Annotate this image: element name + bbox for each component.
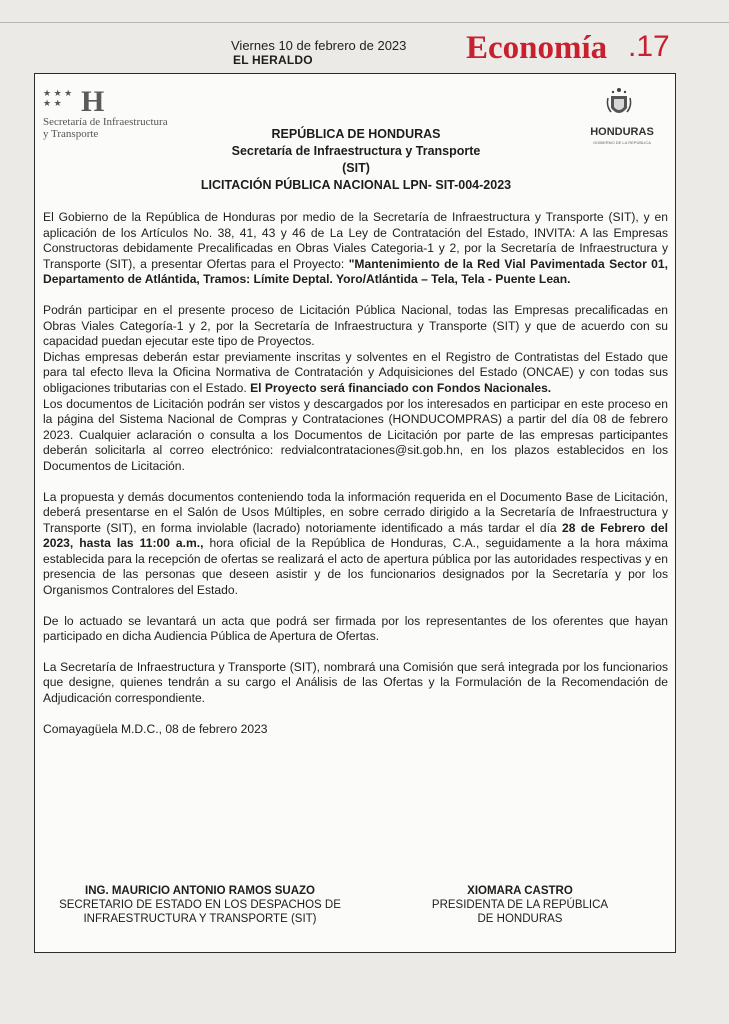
page-header bbox=[0, 0, 729, 70]
signature-left-role2: INFRAESTRUCTURA Y TRANSPORTE (SIT) bbox=[83, 913, 317, 925]
signature-left-name: ING. MAURICIO ANTONIO RAMOS SUAZO bbox=[85, 885, 315, 897]
title-line-1: REPÚBLICA DE HONDURAS bbox=[271, 127, 441, 141]
registration-text: Dichas empresas deberán estar previamente inscritas y solventes en el Registro de Contratistas del Estado que para tal efecto lleva la Oficina Normativa de Contratación y Adquisiciones del Estado (ONCAE) y con todas sus obligaciones tributarias con el Estado. bbox=[43, 349, 668, 395]
signature-left-role1: SECRETARIO DE ESTADO EN LOS DESPACHOS DE bbox=[59, 899, 341, 911]
paragraph-registration bbox=[43, 350, 668, 397]
submission-text-b: hora oficial de la República de Honduras, C.A., seguidamente a la hora máxima establecida para la recepción de ofertas se realizará el acto de apertura pública por las autoridades respectivas y en presencia de las personas que deseen asistir y de los funcionarios designados por la Secretaría y por los Organismos Contralores del Estado. bbox=[43, 536, 668, 598]
paragraph-minutes: De lo actuado se levantará un acta que podrá ser firmada por los representantes de los oferentes que hayan participado en dicha Audiencia Pública de Apertura de Ofertas. bbox=[43, 613, 668, 644]
top-rule bbox=[0, 22, 729, 23]
header-page-number: .17 bbox=[628, 30, 670, 63]
paragraph-eligibility: Podrán participar en el presente proceso de Licitación Pública Nacional, todas las Empresas precalificadas en Obras Viales Categoría-1 y 2, por la Secretaría de Infraestructura y Transporte (SIT) y que de acuerdo con su capacidad puedan ejecutar este tipo de Proyectos. bbox=[43, 302, 668, 349]
header-section: Economía bbox=[466, 30, 608, 66]
signature-right-role1: PRESIDENTA DE LA REPÚBLICA bbox=[431, 899, 609, 911]
honduras-logo-sub: GOBIERNO DE LA REPÚBLICA bbox=[593, 140, 651, 145]
signature-left bbox=[45, 884, 355, 926]
paragraph-submission bbox=[43, 490, 668, 599]
stars-icon: ★ ★ ★ ★ ★ bbox=[43, 88, 73, 108]
honduras-emblem-icon bbox=[605, 86, 633, 120]
bleed-through-texture bbox=[680, 90, 725, 950]
place-date: Comayagüela M.D.C., 08 de febrero 2023 bbox=[43, 721, 268, 736]
signature-right-role2: DE HONDURAS bbox=[477, 913, 563, 925]
invitation-text: El Gobierno de la República de Honduras por medio de la Secretaría de Infraestructura y Transporte (SIT), y en aplicación de los Artículos No. 38, 41, 43 y 46 de La Ley de Contratación del Estado, INVITA: A las Empresas Constructoras debidamente Precalificadas en Obras Viales Categoria-1 y 2, por la Secretaría de Infraestructura y Transporte (SIT), a presentar Ofertas para el Proyecto: bbox=[43, 210, 668, 271]
title-line-4: LICITACIÓN PÚBLICA NACIONAL LPN- SIT-004-2023 bbox=[200, 178, 512, 192]
submission-deadline: 28 de Febrero del 2023, hasta las 11:00 a.m., bbox=[43, 520, 668, 551]
signature-right bbox=[405, 884, 635, 926]
submission-text-a: La propuesta y demás documentos conteniendo toda la información requerida en el Documento Base de Licitación, deberá presentarse en el Salón de Usos Múltiples, en sobre cerrado dirigido a la Secretaría de Infraestructura y Transporte (SIT), en forma inviolable (lacrado) notoriamente identificado a más tardar el día bbox=[43, 489, 668, 535]
paragraph-invitation bbox=[43, 210, 668, 288]
notice-body bbox=[43, 210, 668, 737]
sit-logo-mark: H bbox=[81, 85, 105, 118]
tender-notice bbox=[34, 73, 676, 953]
title-line-3: (SIT) bbox=[342, 161, 370, 175]
header-date: Viernes 10 de febrero de 2023 bbox=[231, 38, 407, 53]
title-line-2: Secretaría de Infraestructura y Transporte bbox=[231, 144, 481, 158]
paragraph-commission: La Secretaría de Infraestructura y Transporte (SIT), nombrará una Comisión que será integrada por los funcionarios que designe, quienes tendrán a su cargo el Análisis de las Ofertas y la Formulación de la Recomendación de Adjudicación correspondiente. bbox=[43, 659, 668, 706]
paragraph-documents: Los documentos de Licitación podrán ser vistos y descargados por los interesados en participar en este proceso en la página del Sistema Nacional de Compras y Contrataciones (HONDUCOMPRAS) a partir del día 08 de febrero 2023. Cualquier aclaración o consulta a los Documentos de Licitación por parte de las empresas participantes deberán solicitarla al correo electrónico: redvialcontrataciones@sit.gob.hn, en los plazos establecidos en los Documentos de Licitación. bbox=[43, 396, 668, 473]
honduras-logo-label: HONDURAS bbox=[590, 126, 654, 138]
signature-right-name: XIOMARA CASTRO bbox=[467, 885, 573, 897]
sit-logo-line1: Secretaría de Infraestructura bbox=[43, 116, 168, 128]
header-paper-name: EL HERALDO bbox=[233, 53, 313, 67]
project-name: "Mantenimiento de la Red Vial Pavimentada Sector 01, Departamento de Atlántida, Tramos: Límite Deptal. Yoro/Atlántida – Tela, Tela - Puente Lean. bbox=[43, 256, 668, 287]
sit-logo-line2: y Transporte bbox=[43, 128, 99, 140]
funding-note: El Proyecto será financiado con Fondos Nacionales. bbox=[250, 380, 552, 395]
notice-title bbox=[35, 126, 677, 194]
